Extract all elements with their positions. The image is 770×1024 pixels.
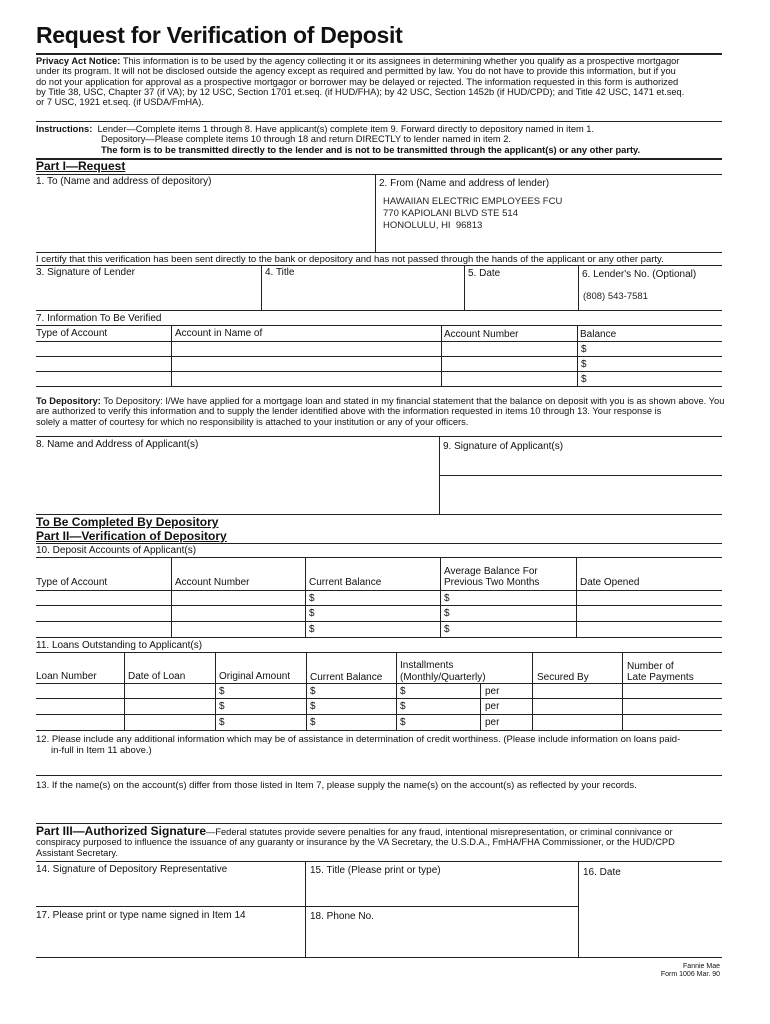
certify-text: I certify that this verification has been sent directly to the bank or depository and has not passed through the hands of the applicant or any other party. xyxy=(36,254,664,265)
rule xyxy=(36,637,722,638)
item5-label: 5. Date xyxy=(468,268,501,279)
rule xyxy=(36,775,722,776)
item12-label-cont: in-full in Item 11 above.) xyxy=(51,745,152,756)
form-title: Request for Verification of Deposit xyxy=(36,22,403,48)
balance-input-3[interactable]: $ xyxy=(581,374,587,385)
per-label: per xyxy=(485,686,500,697)
balance-input-2[interactable]: $ xyxy=(581,359,587,370)
avg-balance-input-2[interactable]: $ xyxy=(444,608,450,619)
col-account-number: Account Number xyxy=(444,329,519,340)
rule xyxy=(36,53,722,55)
current-balance-input-1[interactable]: $ xyxy=(309,593,315,604)
installment-input-2[interactable]: $ xyxy=(400,701,406,712)
item3-label: 3. Signature of Lender xyxy=(36,267,135,278)
divider xyxy=(578,861,579,957)
rule xyxy=(36,252,722,253)
part3-line: —Federal statutes provide severe penalties for any fraud, intentional misrepresentation, or criminal connivance or xyxy=(206,827,673,837)
footer-line: Form 1006 Mar. 90 xyxy=(660,971,720,978)
rule xyxy=(36,714,722,715)
loan-balance-input-3[interactable]: $ xyxy=(310,717,316,728)
completed-by-depository: To Be Completed By Depository xyxy=(36,515,219,529)
rule xyxy=(36,121,722,122)
item7-label: 7. Information To Be Verified xyxy=(36,313,162,324)
rule xyxy=(36,341,722,342)
divider xyxy=(261,265,262,310)
privacy-notice xyxy=(36,56,726,107)
rule xyxy=(36,652,722,653)
avg-balance-input-1[interactable]: $ xyxy=(444,593,450,604)
rule xyxy=(36,356,722,357)
col-account-name: Account in Name of xyxy=(175,328,263,339)
rule xyxy=(36,174,722,175)
instructions-line: Depository—Please complete items 10 through 18 and return DIRECTLY to lender named in item 2. xyxy=(101,134,511,145)
divider xyxy=(306,652,307,730)
rule xyxy=(36,730,722,731)
privacy-label: Privacy Act Notice: xyxy=(36,56,121,66)
item15-label: 15. Title (Please print or type) xyxy=(310,865,441,876)
original-amount-input-3[interactable]: $ xyxy=(219,717,225,728)
item17-label: 17. Please print or type name signed in Item 14 xyxy=(36,910,246,921)
divider xyxy=(305,557,306,637)
per-label: per xyxy=(485,717,500,728)
depository-line: solely a matter of courtesy for which no responsibility is attached to your institution or any of your officers. xyxy=(36,416,469,427)
rule xyxy=(36,557,722,558)
divider xyxy=(124,652,125,730)
part3-line: Assistant Secretary. xyxy=(36,847,118,858)
item1-label: 1. To (Name and address of depository) xyxy=(36,176,212,187)
part3-line: conspiracy purposed to influence the issuance of any guaranty or insurance by the VA Secretary, the U.S.D.A., FmHA/FHA Commissioner, or the HUD/CPD xyxy=(36,837,675,848)
instructions-label: Instructions: xyxy=(36,124,93,134)
item11-label: 11. Loans Outstanding to Applicant(s) xyxy=(36,640,203,651)
depository-statement: To Depository: To Depository: I/We have applied for a mortgage loan and stated in my financial statement that the balance on deposit with you is as shown above. You are authorized to verify this information and to supply the lender identified above with the information requested in items 10 through 13. Your response is solely a matter of courtesy for which no responsibility is attached to your institution or any of your officers. xyxy=(36,396,725,427)
divider xyxy=(396,652,397,730)
balance-input-1[interactable]: $ xyxy=(581,344,587,355)
col-current-balance: Current Balance xyxy=(309,577,382,588)
col-secured-by: Secured By xyxy=(537,672,589,683)
divider xyxy=(576,557,577,637)
installment-input-1[interactable]: $ xyxy=(400,686,406,697)
per-label: per xyxy=(485,701,500,712)
divider xyxy=(440,557,441,637)
rule xyxy=(36,325,722,326)
instructions-line: The form is to be transmitted directly to the lender and is not to be transmitted through the applicant(s) or any other party. xyxy=(101,144,641,155)
item4-label: 4. Title xyxy=(265,267,295,278)
col-loan-current-balance: Current Balance xyxy=(310,672,383,683)
original-amount-input-1[interactable]: $ xyxy=(219,686,225,697)
instructions-line: Lender—Complete items 1 through 8. Have applicant(s) complete item 9. Forward directly to depository named in item 1. xyxy=(97,124,595,134)
item13-label: 13. If the name(s) on the account(s) differ from those listed in Item 7, please supply the name(s) on the account(s) as reflected by your records. xyxy=(36,780,637,791)
instructions xyxy=(36,124,726,155)
part2-heading: Part II—Verification of Depository xyxy=(36,529,227,543)
col-avg-balance-2: Previous Two Months xyxy=(444,577,540,588)
rule xyxy=(36,310,722,311)
divider xyxy=(578,265,579,310)
item14-label: 14. Signature of Depository Representative xyxy=(36,864,228,875)
loan-balance-input-2[interactable]: $ xyxy=(310,701,316,712)
rule xyxy=(36,371,722,372)
col-date-opened: Date Opened xyxy=(580,577,640,588)
col-date-of-loan: Date of Loan xyxy=(128,671,186,682)
col-late-payments-2: Late Payments xyxy=(627,672,694,683)
privacy-line: or 7 USC, 1921 et.seq. (if USDA/FmHA). xyxy=(36,97,204,108)
rule xyxy=(36,698,722,699)
privacy-line: This information is to be used by the agency collecting it or its assignees in determining whether you qualify as a prospective mortgagor xyxy=(122,56,680,66)
item2-label: 2. From (Name and address of lender) xyxy=(379,178,550,189)
footer-line: Fannie Mae xyxy=(683,963,720,970)
item6-label: 6. Lender's No. (Optional) xyxy=(582,269,697,280)
privacy-line: under its program. It will not be disclosed outside the agency except as required and permitted by law. You do not have to provide this information, but if you xyxy=(36,66,676,77)
item12-label: 12. Please include any additional information which may be of assistance in determination of credit worthiness. (Please include information on loans paid- xyxy=(36,734,681,745)
rule xyxy=(36,158,722,160)
col-late-payments-1: Number of xyxy=(627,661,674,672)
divider xyxy=(375,174,376,252)
lender-city[interactable]: HONOLULU, HI 96813 xyxy=(383,220,483,231)
item16-label: 16. Date xyxy=(583,867,621,878)
divider xyxy=(480,683,481,730)
divider xyxy=(622,652,623,730)
depository-line: are authorized to verify this information and to supply the lender identified above with the information requested in items 10 through 13. Your response is xyxy=(36,406,662,417)
divider xyxy=(171,557,172,637)
divider xyxy=(532,652,533,730)
rule xyxy=(36,621,722,622)
col-deposit-type: Type of Account xyxy=(36,577,108,588)
rule xyxy=(36,436,722,437)
col-original-amount: Original Amount xyxy=(219,671,291,682)
lender-address[interactable]: 770 KAPIOLANI BLVD STE 514 xyxy=(383,208,519,219)
divider xyxy=(215,652,216,730)
item10-label: 10. Deposit Accounts of Applicant(s) xyxy=(36,545,197,556)
divider xyxy=(464,265,465,310)
privacy-line: by Title 38, USC, Chapter 37 (if VA); by 12 USC, Section 1701 et.seq. (if HUD/FHA); by 42 USC, Section 1452b (if HUD/CPD); and Title 42 USC, 1471 et.seq. xyxy=(36,86,685,97)
part3-heading: Part III—Authorized Signature xyxy=(36,824,207,838)
rule xyxy=(36,590,722,591)
col-installments-2: (Monthly/Quarterly) xyxy=(400,672,486,683)
privacy-line: do not your application for approval as a prospective mortgagor or borrower may be delayed or rejected. The information requested in this form is authorized xyxy=(36,76,679,87)
col-type-of-account: Type of Account xyxy=(36,328,108,339)
item18-label: 18. Phone No. xyxy=(310,911,374,922)
rule xyxy=(439,475,722,476)
col-deposit-number: Account Number xyxy=(175,577,250,588)
col-loan-number: Loan Number xyxy=(36,671,97,682)
col-balance: Balance xyxy=(580,329,617,340)
loan-balance-input-1[interactable]: $ xyxy=(310,686,316,697)
current-balance-input-3[interactable]: $ xyxy=(309,624,315,635)
original-amount-input-2[interactable]: $ xyxy=(219,701,225,712)
rule xyxy=(36,543,722,544)
depository-line: To Depository: I/We have applied for a mortgage loan and stated in my financial statement that the balance on deposit with you is as shown above. You xyxy=(103,396,725,406)
item9-label: 9. Signature of Applicant(s) xyxy=(443,441,564,452)
form-footer xyxy=(661,963,720,979)
rule xyxy=(36,957,722,958)
lender-number-field[interactable]: (808) 543-7581 xyxy=(583,291,648,302)
col-installments-1: Installments xyxy=(400,660,454,671)
avg-balance-input-3[interactable]: $ xyxy=(444,624,450,635)
rule xyxy=(36,605,722,606)
part1-heading: Part I—Request xyxy=(36,159,126,173)
rule xyxy=(36,683,722,684)
rule xyxy=(36,386,722,387)
rule xyxy=(36,861,722,862)
current-balance-input-2[interactable]: $ xyxy=(309,608,315,619)
rule xyxy=(36,906,578,907)
item8-label: 8. Name and Address of Applicant(s) xyxy=(36,439,199,450)
installment-input-3[interactable]: $ xyxy=(400,717,406,728)
col-avg-balance-1: Average Balance For xyxy=(444,566,538,577)
lender-name[interactable]: HAWAIIAN ELECTRIC EMPLOYEES FCU xyxy=(383,196,563,207)
divider xyxy=(305,861,306,957)
rule xyxy=(36,265,722,266)
part3-notice xyxy=(36,826,726,858)
